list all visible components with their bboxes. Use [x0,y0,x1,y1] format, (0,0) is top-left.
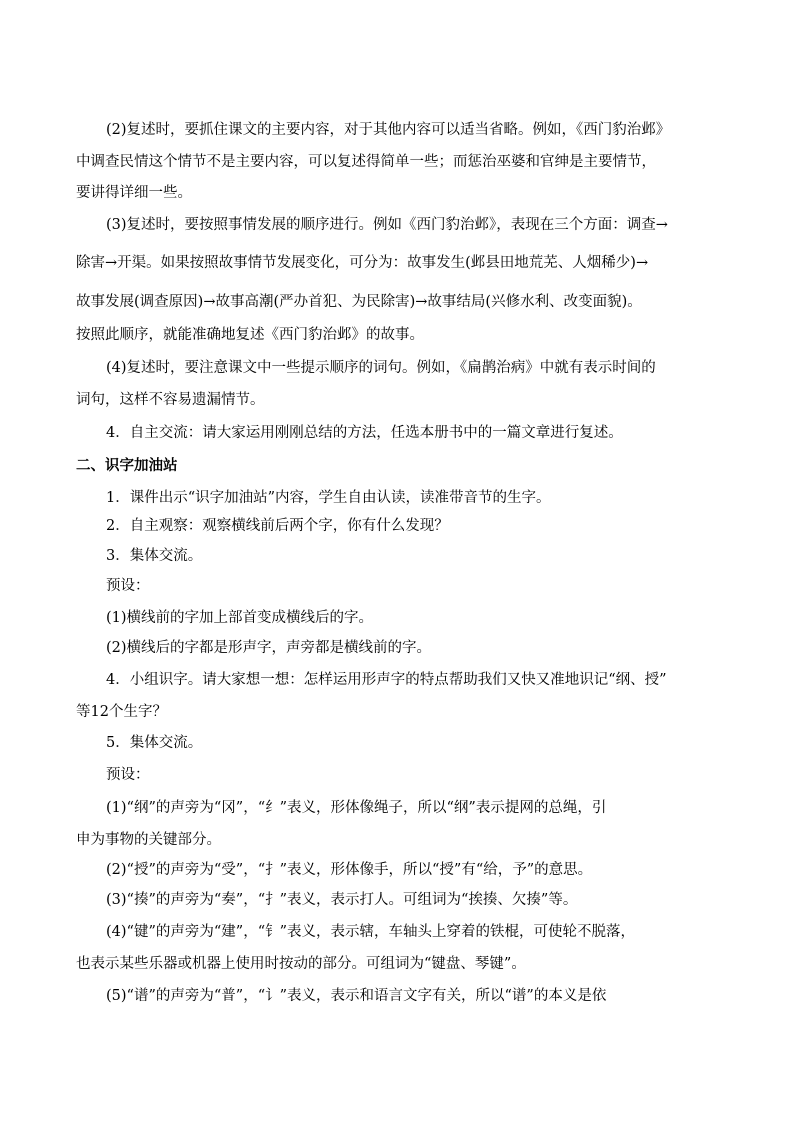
paragraph-line: 预设： [106,767,150,783]
paragraph-line: 中调查民情这个情节不是主要内容，可以复述得简单一些；而惩治巫婆和官绅是主要情节， [76,154,656,170]
paragraph-line: (1)“纲”的声旁为“冈”，“纟”表义，形体像绳子，所以“纲”表示提网的总绳，引 [106,800,607,816]
paragraph-line: 等12个生字？ [76,704,167,720]
paragraph-line: 3．集体交流。 [106,548,203,564]
paragraph-line: 2．自主观察：观察横线前后两个字，你有什么发现？ [106,518,449,534]
paragraph-line: 5．集体交流。 [106,735,203,751]
paragraph-line: (5)“谱”的声旁为“普”，“讠”表义，表示和语言文字有关，所以“谱”的本义是依 [106,988,607,1004]
paragraph-line: (2)“授”的声旁为“受”，“扌”表义，形体像手，所以“授”有“给，予”的意思。 [106,862,593,878]
paragraph-line: 1．课件出示“识字加油站”内容，学生自由认读，读准带音节的生字。 [106,490,551,506]
paragraph-line: 故事发展(调查原因)→故事高潮(严办首犯、为民除害)→故事结局(兴修水利、改变面貌)。 [76,294,642,310]
paragraph-line: 也表示某些乐器或机器上使用时按动的部分。可组词为“键盘、琴键”。 [76,956,526,972]
paragraph-line: (3)“揍”的声旁为“奏”，“扌”表义，表示打人。可组词为“挨揍、欠揍”等。 [106,892,578,908]
paragraph-line: (1)横线前的字加上部首变成横线后的字。 [106,610,374,626]
paragraph-line: (3)复述时，要按照事情发展的顺序进行。例如《西门豹治邺》，表现在三个方面：调查→ [106,217,668,233]
paragraph-line: 词句，这样不容易遗漏情节。 [76,392,265,408]
paragraph-line: 4．自主交流：请大家运用刚刚总结的方法，任选本册书中的一篇文章进行复述。 [106,425,623,441]
paragraph-line: (4)复述时，要注意课文中一些提示顺序的词句。例如，《扁鹊治病》中就有表示时间的 [106,360,656,376]
paragraph-line: 按照此顺序，就能准确地复述《西门豹治邺》的故事。 [76,327,424,343]
paragraph-line: (2)复述时，要抓住课文的主要内容，对于其他内容可以适当省略。例如，《西门豹治邺》 [106,122,671,138]
paragraph-line: 要讲得详细一些。 [76,185,192,201]
paragraph-line: 除害→开渠。如果按照故事情节发展变化，可分为：故事发生(邺县田地荒芜、人烟稀少)→ [76,255,649,271]
section-heading: 二、识字加油站 [76,458,178,474]
paragraph-line: (2)横线后的字都是形声字，声旁都是横线前的字。 [106,640,432,656]
paragraph-line: 申为事物的关键部分。 [76,832,221,848]
paragraph-line: (4)“键”的声旁为“建”，“钅”表义，表示辖，车轴头上穿着的铁棍，可使轮不脱落， [106,924,636,940]
paragraph-line: 4．小组识字。请大家想一想：怎样运用形声字的特点帮助我们又快又准地识记“纲、授” [106,672,667,688]
paragraph-line: 预设： [106,578,150,594]
